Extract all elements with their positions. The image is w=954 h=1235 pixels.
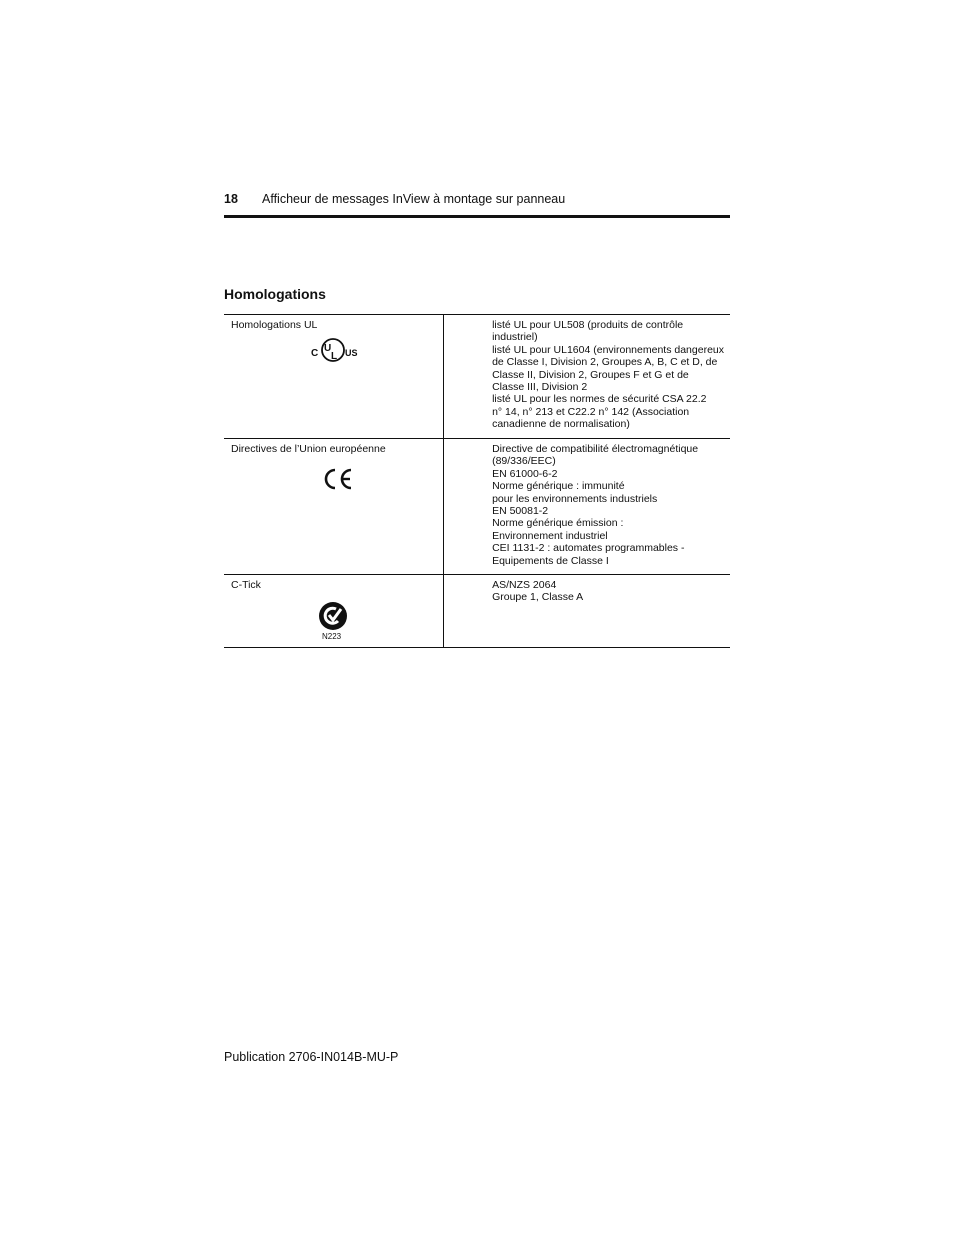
page-number: 18: [224, 192, 238, 206]
description-line: Norme générique : immunité: [492, 480, 625, 493]
approval-label: Directives de l’Union européenne: [231, 443, 386, 455]
approvals-table: [224, 314, 730, 648]
description-line: EN 61000-6-2: [492, 467, 558, 480]
ul-mark-u: U: [324, 343, 332, 355]
approval-label: C-Tick: [231, 579, 261, 591]
c-tick-mark-icon: [318, 601, 348, 631]
description-line: EN 50081-2: [492, 505, 549, 518]
ce-mark-icon: [319, 467, 357, 491]
running-title: Afficheur de messages InView à montage sur panneau: [262, 192, 566, 206]
description-line: Groupe 1, Classe A: [492, 591, 584, 604]
approval-description-cell: [444, 315, 730, 439]
approval-label: Homologations UL: [231, 319, 318, 331]
description-line: AS/NZS 2064: [492, 579, 557, 591]
approval-name-cell: [224, 315, 444, 439]
description-line: listé UL pour UL508 (produits de contrôle: [492, 319, 684, 331]
table-row: [224, 575, 730, 648]
ul-mark-l: L: [331, 351, 338, 363]
approval-description-cell: [444, 575, 730, 648]
description-line: Equipements de Classe I: [492, 554, 609, 567]
section-heading: Homologations: [224, 286, 326, 302]
description-line: pour les environnements industriels: [492, 492, 658, 505]
table-row: [224, 439, 730, 575]
description-line: Environnement industriel: [492, 529, 608, 542]
description-line: (89/336/EEC): [492, 455, 556, 468]
description-line: canadienne de normalisation): [492, 418, 630, 431]
approval-description-cell: [444, 439, 730, 575]
approval-name-cell: [224, 575, 444, 648]
description-line: industriel): [492, 331, 538, 344]
description-line: Classe III, Division 2: [492, 381, 588, 394]
ul-listing-mark-icon: [309, 337, 361, 363]
description-line: CEI 1131-2 : automates programmables -: [492, 542, 685, 555]
description-line: listé UL pour UL1604 (environnements dangereux: [492, 343, 724, 356]
ul-mark-c: C: [311, 348, 319, 360]
description-line: Norme générique émission :: [492, 517, 624, 530]
ul-mark-us: US: [345, 348, 358, 359]
description-line: Directive de compatibilité électromagnétique: [492, 443, 699, 455]
description-line: listé UL pour les normes de sécurité CSA 22.2: [492, 393, 707, 406]
page-header: [224, 192, 730, 218]
publication-footer: Publication 2706-IN014B-MU-P: [224, 1050, 399, 1064]
description-line: de Classe I, Division 2, Groupes A, B, C et D, de: [492, 356, 718, 369]
c-tick-code: N223: [322, 632, 342, 642]
description-line: Classe II, Division 2, Groupes F et G et de: [492, 368, 689, 381]
approval-name-cell: [224, 439, 444, 575]
table-row: [224, 315, 730, 439]
description-line: n° 14, n° 213 et C22.2 n° 142 (Association: [492, 405, 690, 418]
